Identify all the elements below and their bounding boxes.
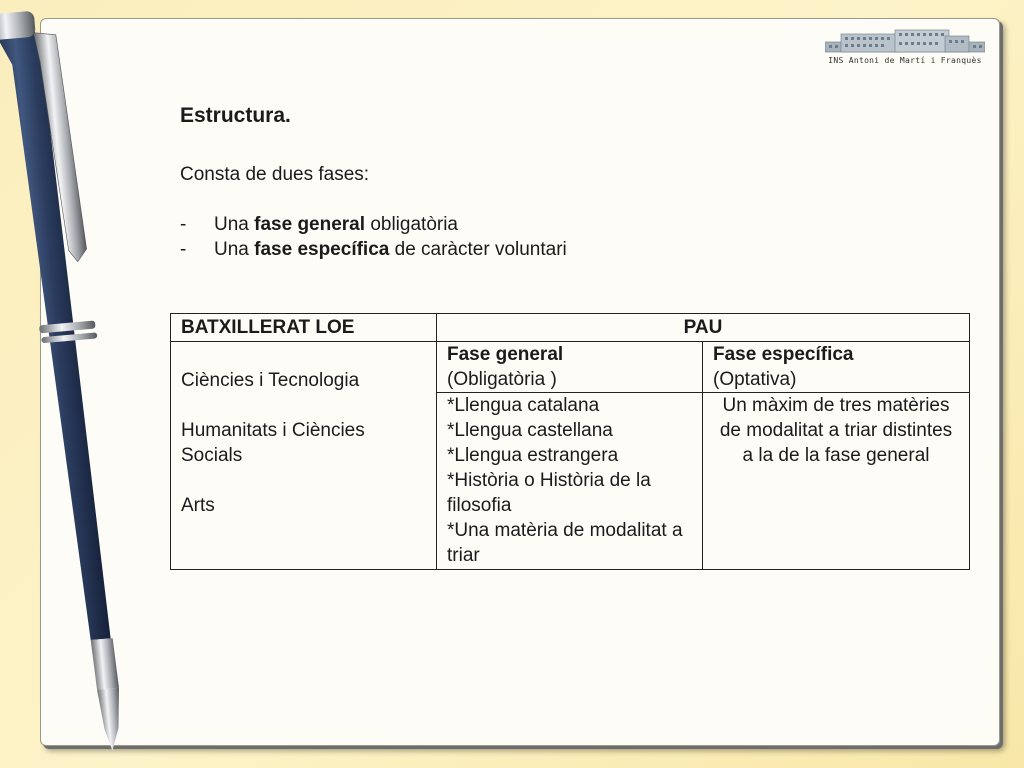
subject-item: *Llengua castellana [447,420,613,441]
list-item [180,237,567,262]
bullet-text-bold: fase específica [254,239,390,260]
general-phase-subtitle: (Obligatòria ) [447,369,557,390]
phase-list [180,212,567,262]
header-pau: PAU [437,314,970,342]
general-subjects-cell [437,393,703,570]
bullet-text-post: obligatòria [365,214,458,235]
bullet-text-pre: Una [214,239,255,260]
logo-caption: INS Antoni de Martí i Franquès [828,56,982,65]
subject-item: *Una matèria de modalitat a triar [447,520,683,566]
subject-item: *Llengua estrangera [447,445,619,466]
table-row [171,342,970,393]
general-phase-title: Fase general [447,344,564,365]
bullet-dash: - [180,214,187,235]
modality-item: Ciències i Tecnologia [181,370,360,391]
modalities-cell [171,342,437,570]
list-item [180,212,567,237]
modality-item: Arts [181,495,215,516]
specific-phase-subtitle: (Optativa) [713,369,797,390]
school-logo [822,28,988,65]
bullet-text-post: de caràcter voluntari [389,239,567,260]
subject-item: *Llengua catalana [447,395,600,416]
school-building-icon [825,28,985,54]
specific-description-cell: Un màxim de tres matèries de modalitat a triar distintes a la de la fase general [703,393,970,570]
bullet-dash: - [180,239,187,260]
bullet-text-bold: fase general [254,214,366,235]
header-batxillerat: BATXILLERAT LOE [171,314,437,342]
page-heading: Estructura. [180,104,291,127]
structure-table [170,313,970,570]
specific-phase-title: Fase específica [713,344,854,365]
intro-text: Consta de dues fases: [180,164,370,185]
specific-phase-header [703,342,970,393]
table-header-row [171,314,970,342]
general-phase-header [437,342,703,393]
bullet-text-pre: Una [214,214,255,235]
subject-item: *Història o Història de la filosofia [447,470,651,516]
modality-item: Humanitats i Ciències Socials [181,420,365,466]
fountain-pen-illustration [0,0,170,768]
